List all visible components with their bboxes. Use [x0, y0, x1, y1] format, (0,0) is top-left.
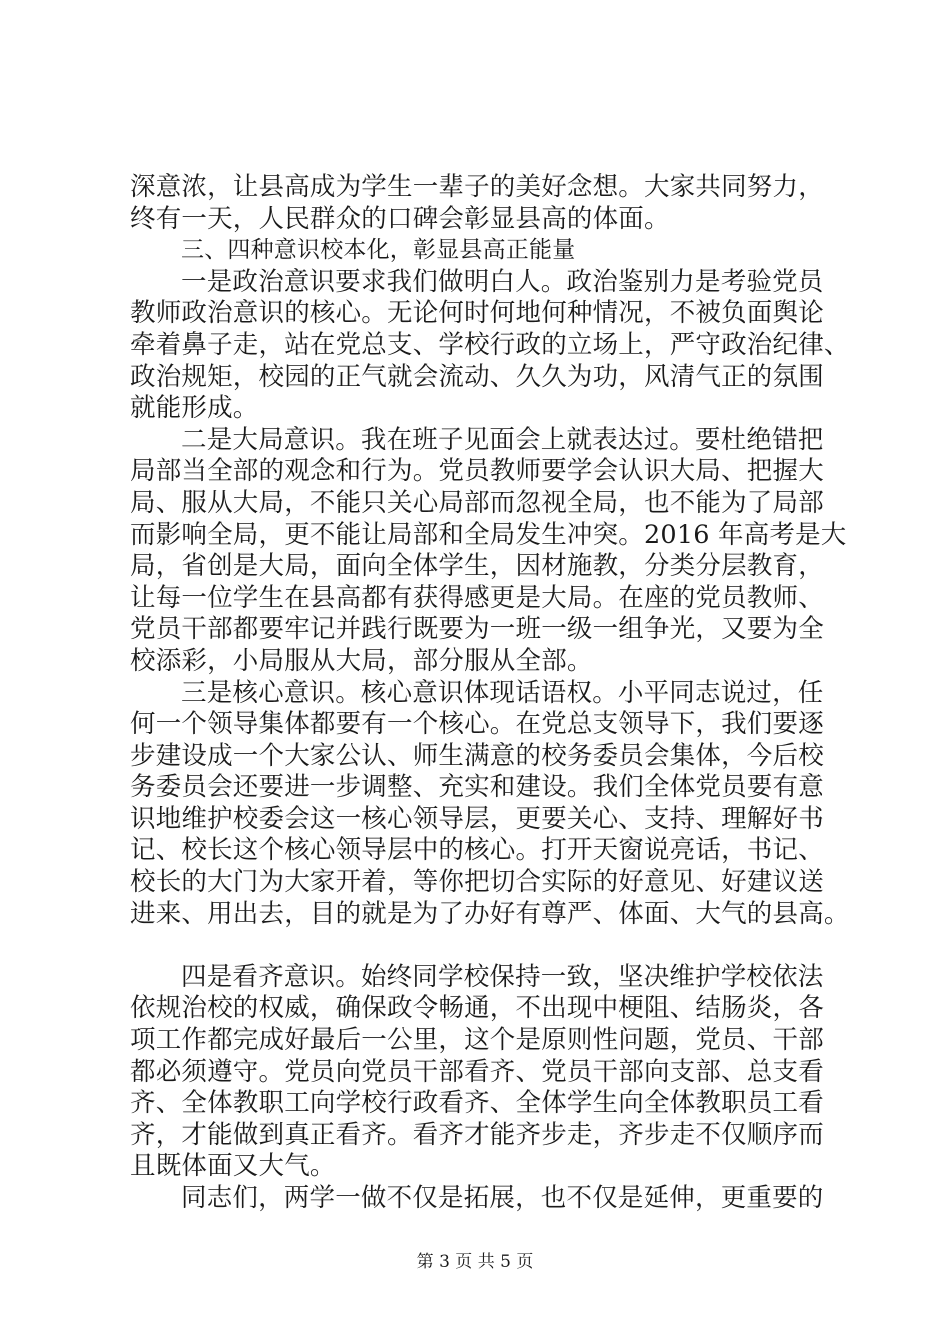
text-line: 依规治校的权威，确保政令畅通，不出现中梗阻、结肠炎，各: [130, 993, 824, 1024]
text-line: 二是大局意识。我在班子见面会上就表达过。要杜绝错把: [181, 424, 824, 455]
paragraph: [130, 172, 850, 235]
text-line: 局部当全部的观念和行为。党员教师要学会认识大局、把握大: [130, 456, 824, 487]
text-line: 政治规矩，校园的正气就会流动、久久为功，风清气正的氛围: [130, 361, 824, 392]
text-line: 党员干部都要牢记并践行既要为一班一级一组争光，又要为全: [130, 614, 824, 645]
document-body: [130, 172, 850, 1215]
text-line: 三是核心意识。核心意识体现话语权。小平同志说过，任: [181, 677, 824, 708]
text-line: 就能形成。: [130, 393, 259, 424]
page-footer: 第 3 页 共 5 页: [416, 1252, 534, 1272]
text-line: 而影响全局，更不能让局部和全局发生冲突。2016 年高考是大: [130, 519, 847, 550]
section-heading: [130, 235, 850, 267]
text-line: 识地维护校委会这一核心领导层，更要关心、支持、理解好书: [130, 803, 824, 834]
text-line: 进来、用出去，目的就是为了办好有尊严、体面、大气的县高。: [130, 898, 850, 929]
paragraph: [130, 962, 850, 1183]
text-line: 务委员会还要进一步调整、充实和建设。我们全体党员要有意: [130, 772, 824, 803]
text-line: 齐，才能做到真正看齐。看齐才能齐步走，齐步走不仅顺序而: [130, 1119, 824, 1150]
text-line: 校长的大门为大家开着，等你把切合实际的好意见、好建议送: [130, 867, 824, 898]
text-line: 教师政治意识的核心。无论何时何地何种情况，不被负面舆论: [130, 298, 824, 329]
text-line: 局，省创是大局，面向全体学生，因材施教，分类分层教育，: [130, 551, 824, 582]
text-line: 校添彩，小局服从大局，部分服从全部。: [130, 645, 593, 676]
paragraph: [130, 678, 850, 931]
paragraph-spacer: [130, 930, 850, 962]
text-line: 且既体面又大气。: [130, 1151, 336, 1182]
paragraph: [130, 1183, 850, 1215]
text-line: 三、四种意识校本化，彰显县高正能量: [181, 237, 576, 264]
text-line: 同志们，两学一做不仅是拓展，也不仅是延伸，更重要的: [181, 1183, 824, 1213]
text-line: 四是看齐意识。始终同学校保持一致，坚决维护学校依法: [181, 961, 824, 992]
text-line: 都必须遵守。党员向党员干部看齐、党员干部向支部、总支看: [130, 1056, 824, 1087]
text-line: 深意浓，让县高成为学生一辈子的美好念想。大家共同努力，: [130, 172, 824, 202]
text-line: 何一个领导集体都要有一个核心。在党总支领导下，我们要逐: [130, 709, 824, 740]
text-line: 一是政治意识要求我们做明白人。政治鉴别力是考验党员: [181, 266, 824, 297]
paragraph: [130, 267, 850, 425]
paragraph: [130, 425, 850, 678]
text-line: 步建设成一个大家公认、师生满意的校务委员会集体，今后校: [130, 740, 824, 771]
text-line: 牵着鼻子走，站在党总支、学校行政的立场上，严守政治纪律、: [130, 329, 850, 360]
text-line: 记、校长这个核心领导层中的核心。打开天窗说亮话，书记、: [130, 835, 824, 866]
text-line: 项工作都完成好最后一公里，这个是原则性问题，党员、干部: [130, 1025, 824, 1056]
text-line: 齐、全体教职工向学校行政看齐、全体学生向全体教职员工看: [130, 1088, 824, 1119]
text-line: 终有一天，人民群众的口碑会彰显县高的体面。: [130, 203, 670, 234]
text-line: 局、服从大局，不能只关心局部而忽视全局，也不能为了局部: [130, 487, 824, 518]
text-line: 让每一位学生在县高都有获得感更是大局。在座的党员教师、: [130, 582, 824, 613]
